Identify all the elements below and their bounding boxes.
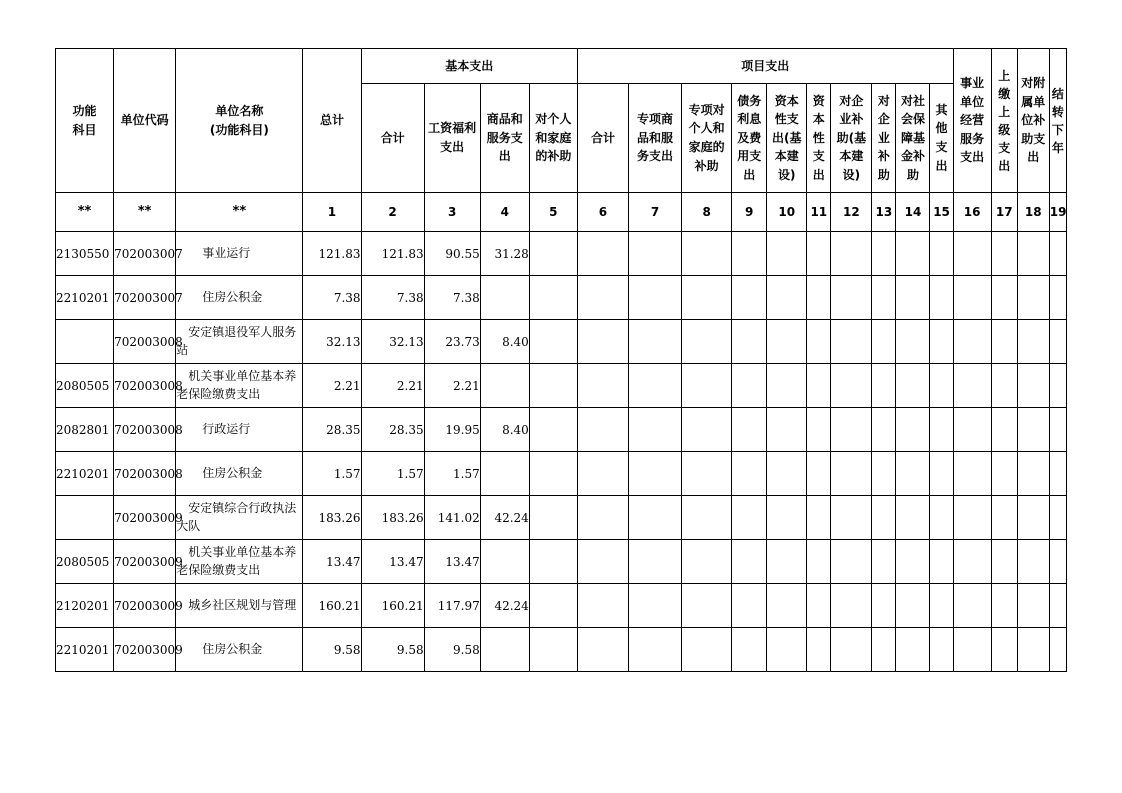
cell-personal-subsidy <box>529 452 577 496</box>
cell-basic-total: 121.83 <box>361 232 424 276</box>
cell-func-subject: 2210201 <box>56 452 114 496</box>
cell-empty <box>629 496 682 540</box>
cell-total: 183.26 <box>303 496 361 540</box>
table-row <box>56 628 1067 672</box>
cell-empty <box>577 584 628 628</box>
cell-empty <box>629 452 682 496</box>
cell-unit-name <box>176 540 303 584</box>
cell-unit-name <box>176 496 303 540</box>
cell-basic-total: 183.26 <box>361 496 424 540</box>
cell-empty <box>577 540 628 584</box>
cell-empty <box>991 540 1017 584</box>
cell-empty <box>872 408 896 452</box>
cell-empty <box>1049 364 1066 408</box>
cell-empty <box>732 276 767 320</box>
header-basic-expense: 基本支出 <box>361 49 577 84</box>
cell-unit-name <box>176 408 303 452</box>
column-index-8: 6 <box>577 193 628 232</box>
cell-func-subject: 2080505 <box>56 364 114 408</box>
column-index-5: 3 <box>424 193 480 232</box>
column-index-20: 18 <box>1017 193 1049 232</box>
cell-empty <box>953 496 991 540</box>
table-row <box>56 540 1067 584</box>
column-index-1: ** <box>114 193 176 232</box>
column-index-2: ** <box>176 193 303 232</box>
cell-empty <box>930 540 953 584</box>
cell-empty <box>682 408 732 452</box>
cell-empty <box>953 320 991 364</box>
column-index-17: 15 <box>930 193 953 232</box>
column-index-14: 12 <box>831 193 872 232</box>
table-row <box>56 364 1067 408</box>
unit-name-text: 安定镇综合行政执法大队 <box>176 501 297 533</box>
cell-basic-total: 32.13 <box>361 320 424 364</box>
unit-name-text: 机关事业单位基本养老保险缴费支出 <box>176 545 297 577</box>
cell-empty <box>807 452 831 496</box>
header-basic-col-2: 商品和 服务支 出 <box>480 84 529 193</box>
cell-empty <box>872 276 896 320</box>
cell-total: 9.58 <box>303 628 361 672</box>
cell-unit-code: 702003007 <box>114 276 176 320</box>
cell-unit-name <box>176 232 303 276</box>
cell-func-subject: 2082801 <box>56 408 114 452</box>
cell-salary: 117.97 <box>424 584 480 628</box>
cell-goods-services: 42.24 <box>480 584 529 628</box>
cell-empty <box>767 628 807 672</box>
cell-unit-name <box>176 628 303 672</box>
cell-empty <box>1049 628 1066 672</box>
column-index-0: ** <box>56 193 114 232</box>
cell-empty <box>682 628 732 672</box>
cell-salary: 19.95 <box>424 408 480 452</box>
cell-empty <box>930 452 953 496</box>
cell-empty <box>682 320 732 364</box>
cell-empty <box>896 628 930 672</box>
cell-empty <box>767 276 807 320</box>
header-project-col-4: 资本 性支 出(基 本建 设) <box>767 84 807 193</box>
cell-empty <box>991 320 1017 364</box>
cell-empty <box>807 584 831 628</box>
cell-empty <box>930 232 953 276</box>
cell-empty <box>930 364 953 408</box>
cell-salary: 13.47 <box>424 540 480 584</box>
cell-empty <box>1017 628 1049 672</box>
cell-empty <box>767 408 807 452</box>
cell-empty <box>807 364 831 408</box>
cell-empty <box>896 408 930 452</box>
cell-empty <box>896 320 930 364</box>
header-project-col-5: 资 本 性 支 出 <box>807 84 831 193</box>
header-project-col-2: 专项对 个人和 家庭的 补助 <box>682 84 732 193</box>
header-project-expense: 项目支出 <box>577 49 953 84</box>
cell-goods-services: 8.40 <box>480 320 529 364</box>
cell-goods-services <box>480 540 529 584</box>
cell-empty <box>1017 364 1049 408</box>
cell-goods-services <box>480 364 529 408</box>
cell-basic-total: 160.21 <box>361 584 424 628</box>
cell-func-subject: 2120201 <box>56 584 114 628</box>
cell-empty <box>953 540 991 584</box>
cell-empty <box>831 232 872 276</box>
cell-empty <box>682 496 732 540</box>
cell-empty <box>577 628 628 672</box>
cell-func-subject: 2210201 <box>56 628 114 672</box>
header-unit-code: 单位代码 <box>114 49 176 193</box>
cell-total: 7.38 <box>303 276 361 320</box>
column-index-18: 16 <box>953 193 991 232</box>
cell-empty <box>732 320 767 364</box>
cell-empty <box>629 540 682 584</box>
cell-total: 32.13 <box>303 320 361 364</box>
cell-salary: 7.38 <box>424 276 480 320</box>
cell-salary: 9.58 <box>424 628 480 672</box>
cell-personal-subsidy <box>529 408 577 452</box>
column-index-15: 13 <box>872 193 896 232</box>
unit-name-text: 住房公积金 <box>202 641 263 656</box>
cell-empty <box>732 628 767 672</box>
cell-unit-code: 702003008 <box>114 320 176 364</box>
cell-empty <box>807 628 831 672</box>
cell-func-subject <box>56 496 114 540</box>
cell-empty <box>682 364 732 408</box>
cell-empty <box>1017 584 1049 628</box>
cell-empty <box>930 584 953 628</box>
table-row <box>56 452 1067 496</box>
cell-empty <box>896 540 930 584</box>
cell-empty <box>1049 276 1066 320</box>
cell-empty <box>1017 496 1049 540</box>
cell-empty <box>767 496 807 540</box>
table-row <box>56 232 1067 276</box>
column-index-4: 2 <box>361 193 424 232</box>
header-project-col-8: 对社 会保 障基 金补 助 <box>896 84 930 193</box>
cell-personal-subsidy <box>529 232 577 276</box>
cell-empty <box>767 452 807 496</box>
cell-empty <box>807 276 831 320</box>
cell-empty <box>682 540 732 584</box>
cell-empty <box>807 320 831 364</box>
cell-empty <box>1049 320 1066 364</box>
cell-goods-services: 31.28 <box>480 232 529 276</box>
cell-empty <box>682 232 732 276</box>
cell-empty <box>629 628 682 672</box>
cell-personal-subsidy <box>529 628 577 672</box>
cell-unit-name <box>176 276 303 320</box>
cell-empty <box>953 276 991 320</box>
cell-goods-services: 8.40 <box>480 408 529 452</box>
cell-empty <box>831 584 872 628</box>
cell-func-subject: 2130550 <box>56 232 114 276</box>
header-subsidiary-subsidy: 对附 属单 位补 助支 出 <box>1017 49 1049 193</box>
cell-unit-code: 702003009 <box>114 628 176 672</box>
cell-empty <box>732 496 767 540</box>
column-index-9: 7 <box>629 193 682 232</box>
cell-empty <box>953 452 991 496</box>
cell-empty <box>629 408 682 452</box>
cell-empty <box>831 540 872 584</box>
cell-empty <box>991 496 1017 540</box>
cell-personal-subsidy <box>529 364 577 408</box>
header-unit-name: 单位名称 (功能科目) <box>176 49 303 193</box>
cell-empty <box>991 276 1017 320</box>
cell-empty <box>807 540 831 584</box>
cell-basic-total: 9.58 <box>361 628 424 672</box>
cell-empty <box>732 540 767 584</box>
cell-empty <box>732 408 767 452</box>
cell-empty <box>732 584 767 628</box>
cell-empty <box>991 452 1017 496</box>
cell-total: 121.83 <box>303 232 361 276</box>
cell-empty <box>831 452 872 496</box>
cell-empty <box>629 276 682 320</box>
cell-empty <box>1049 452 1066 496</box>
cell-unit-name <box>176 364 303 408</box>
cell-empty <box>831 496 872 540</box>
cell-unit-code: 702003009 <box>114 584 176 628</box>
unit-name-text: 安定镇退役军人服务站 <box>176 325 297 357</box>
unit-name-text: 事业运行 <box>202 245 251 260</box>
cell-total: 13.47 <box>303 540 361 584</box>
cell-empty <box>1017 540 1049 584</box>
cell-empty <box>991 364 1017 408</box>
cell-empty <box>872 320 896 364</box>
cell-basic-total: 13.47 <box>361 540 424 584</box>
column-index-3: 1 <box>303 193 361 232</box>
cell-empty <box>732 232 767 276</box>
cell-unit-code: 702003008 <box>114 364 176 408</box>
cell-empty <box>767 320 807 364</box>
cell-empty <box>1049 584 1066 628</box>
cell-personal-subsidy <box>529 540 577 584</box>
cell-empty <box>732 364 767 408</box>
cell-empty <box>577 276 628 320</box>
cell-salary: 23.73 <box>424 320 480 364</box>
cell-empty <box>577 452 628 496</box>
cell-empty <box>682 584 732 628</box>
cell-personal-subsidy <box>529 496 577 540</box>
cell-empty <box>896 232 930 276</box>
cell-empty <box>629 364 682 408</box>
header-func-subject: 功能 科目 <box>56 49 114 193</box>
cell-salary: 90.55 <box>424 232 480 276</box>
column-index-13: 11 <box>807 193 831 232</box>
cell-empty <box>872 364 896 408</box>
cell-unit-code: 702003008 <box>114 408 176 452</box>
cell-empty <box>831 276 872 320</box>
cell-empty <box>991 408 1017 452</box>
cell-unit-name <box>176 584 303 628</box>
cell-goods-services <box>480 628 529 672</box>
cell-empty <box>1049 540 1066 584</box>
cell-empty <box>953 232 991 276</box>
header-basic-col-3: 对个人 和家庭 的补助 <box>529 84 577 193</box>
cell-empty <box>991 232 1017 276</box>
cell-basic-total: 2.21 <box>361 364 424 408</box>
cell-empty <box>872 540 896 584</box>
cell-unit-code: 702003009 <box>114 496 176 540</box>
cell-basic-total: 28.35 <box>361 408 424 452</box>
cell-empty <box>930 276 953 320</box>
cell-empty <box>732 452 767 496</box>
cell-empty <box>767 232 807 276</box>
cell-empty <box>831 628 872 672</box>
cell-empty <box>872 232 896 276</box>
header-project-col-9: 其 他 支 出 <box>930 84 953 193</box>
cell-empty <box>1017 276 1049 320</box>
table-row <box>56 408 1067 452</box>
cell-empty <box>682 276 732 320</box>
unit-name-text: 行政运行 <box>202 421 251 436</box>
cell-personal-subsidy <box>529 584 577 628</box>
cell-func-subject: 2210201 <box>56 276 114 320</box>
column-index-21: 19 <box>1049 193 1066 232</box>
column-index-10: 8 <box>682 193 732 232</box>
cell-empty <box>872 584 896 628</box>
cell-empty <box>577 364 628 408</box>
cell-empty <box>1017 320 1049 364</box>
header-project-col-7: 对 企 业 补 助 <box>872 84 896 193</box>
unit-name-text: 住房公积金 <box>202 465 263 480</box>
cell-salary: 1.57 <box>424 452 480 496</box>
cell-empty <box>1017 452 1049 496</box>
cell-empty <box>872 628 896 672</box>
column-index-19: 17 <box>991 193 1017 232</box>
header-project-col-0: 合计 <box>577 84 628 193</box>
cell-unit-code: 702003007 <box>114 232 176 276</box>
table-row <box>56 584 1067 628</box>
cell-empty <box>807 496 831 540</box>
header-carry-forward: 结 转 下 年 <box>1049 49 1066 193</box>
cell-basic-total: 1.57 <box>361 452 424 496</box>
cell-goods-services: 42.24 <box>480 496 529 540</box>
cell-empty <box>682 452 732 496</box>
cell-empty <box>629 232 682 276</box>
cell-empty <box>1049 408 1066 452</box>
cell-empty <box>1017 232 1049 276</box>
cell-unit-code: 702003008 <box>114 452 176 496</box>
cell-empty <box>577 408 628 452</box>
cell-empty <box>991 628 1017 672</box>
column-index-11: 9 <box>732 193 767 232</box>
cell-empty <box>953 364 991 408</box>
header-upper-payment: 上 缴 上 级 支 出 <box>991 49 1017 193</box>
cell-empty <box>831 320 872 364</box>
header-project-col-3: 债务 利息 及费 用支 出 <box>732 84 767 193</box>
cell-empty <box>767 364 807 408</box>
cell-empty <box>807 232 831 276</box>
cell-total: 1.57 <box>303 452 361 496</box>
cell-empty <box>872 452 896 496</box>
cell-empty <box>807 408 831 452</box>
table-row <box>56 496 1067 540</box>
column-index-6: 4 <box>480 193 529 232</box>
cell-empty <box>930 628 953 672</box>
cell-empty <box>1049 496 1066 540</box>
cell-empty <box>577 232 628 276</box>
header-basic-col-1: 工资福利 支出 <box>424 84 480 193</box>
cell-empty <box>1017 408 1049 452</box>
cell-empty <box>831 408 872 452</box>
cell-empty <box>767 584 807 628</box>
cell-empty <box>577 320 628 364</box>
cell-empty <box>896 584 930 628</box>
cell-empty <box>767 540 807 584</box>
cell-empty <box>577 496 628 540</box>
budget-table <box>55 48 1067 672</box>
cell-empty <box>896 452 930 496</box>
cell-func-subject <box>56 320 114 364</box>
unit-name-text: 机关事业单位基本养老保险缴费支出 <box>176 369 297 401</box>
cell-empty <box>953 408 991 452</box>
cell-empty <box>930 496 953 540</box>
cell-empty <box>629 320 682 364</box>
cell-total: 160.21 <box>303 584 361 628</box>
cell-empty <box>930 408 953 452</box>
unit-name-text: 城乡社区规划与管理 <box>188 597 297 612</box>
cell-empty <box>896 276 930 320</box>
header-business-service: 事业 单位 经营 服务 支出 <box>953 49 991 193</box>
cell-empty <box>872 496 896 540</box>
header-total: 总计 <box>303 49 361 193</box>
cell-empty <box>1049 232 1066 276</box>
table-row <box>56 320 1067 364</box>
cell-unit-name <box>176 320 303 364</box>
cell-empty <box>629 584 682 628</box>
cell-basic-total: 7.38 <box>361 276 424 320</box>
cell-empty <box>953 628 991 672</box>
cell-empty <box>991 584 1017 628</box>
column-index-16: 14 <box>896 193 930 232</box>
cell-total: 28.35 <box>303 408 361 452</box>
cell-empty <box>896 364 930 408</box>
header-project-col-6: 对企 业补 助(基 本建 设) <box>831 84 872 193</box>
cell-unit-code: 702003009 <box>114 540 176 584</box>
header-project-col-1: 专项商 品和服 务支出 <box>629 84 682 193</box>
cell-goods-services <box>480 276 529 320</box>
cell-unit-name <box>176 452 303 496</box>
column-index-7: 5 <box>529 193 577 232</box>
cell-empty <box>930 320 953 364</box>
cell-personal-subsidy <box>529 276 577 320</box>
cell-salary: 141.02 <box>424 496 480 540</box>
cell-empty <box>831 364 872 408</box>
column-index-12: 10 <box>767 193 807 232</box>
unit-name-text: 住房公积金 <box>202 289 263 304</box>
cell-salary: 2.21 <box>424 364 480 408</box>
cell-goods-services <box>480 452 529 496</box>
cell-empty <box>896 496 930 540</box>
cell-empty <box>953 584 991 628</box>
table-row <box>56 276 1067 320</box>
cell-total: 2.21 <box>303 364 361 408</box>
cell-personal-subsidy <box>529 320 577 364</box>
header-basic-col-0: 合计 <box>361 84 424 193</box>
cell-func-subject: 2080505 <box>56 540 114 584</box>
